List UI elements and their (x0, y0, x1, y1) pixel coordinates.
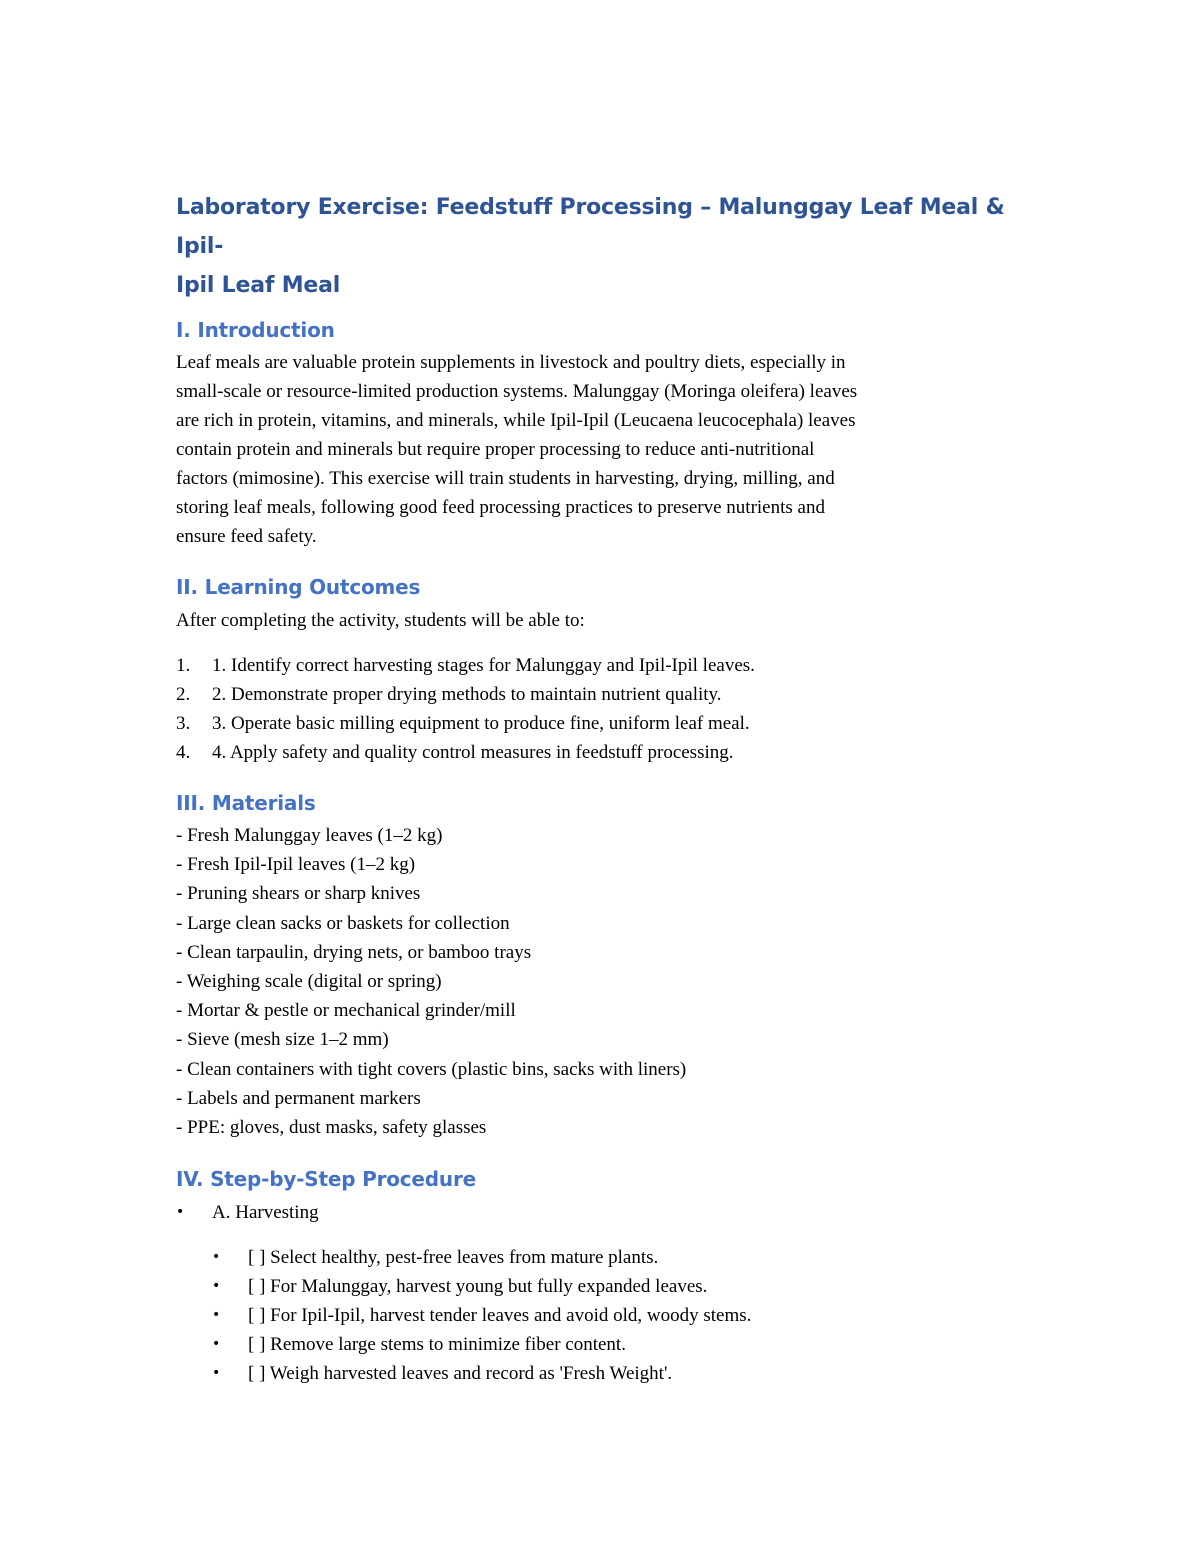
intro-line: ensure feed safety. (176, 526, 317, 547)
procedure-step (176, 1243, 1016, 1272)
learning-outcomes-heading: II. Learning Outcomes (176, 575, 421, 599)
intro-line: storing leaf meals, following good feed processing practices to preserve nutrients and (176, 497, 825, 518)
outcomes-lead: After completing the activity, students will be able to: (176, 610, 585, 631)
material-item: - Weighing scale (digital or spring) (176, 971, 442, 993)
material-item: - Clean containers with tight covers (plastic bins, sacks with liners) (176, 1058, 687, 1080)
procedure-section (176, 1198, 1016, 1227)
procedure-step (176, 1301, 1016, 1330)
bullet-icon: • (176, 1204, 185, 1221)
materials-heading: III. Materials (176, 791, 316, 815)
material-item: - PPE: gloves, dust masks, safety glasses (176, 1117, 487, 1139)
procedure-step-text: [ ] For Malunggay, harvest young but fully expanded leaves. (248, 1276, 708, 1298)
procedure-step (176, 1359, 1016, 1388)
list-item (176, 651, 1016, 680)
material-item: - Mortar & pestle or mechanical grinder/mill (176, 1000, 516, 1022)
bullet-icon: • (212, 1307, 221, 1324)
document-page (176, 188, 1016, 1388)
procedure-section-label: A. Harvesting (212, 1202, 319, 1224)
list-number: 2. (176, 684, 191, 705)
list-item (176, 680, 1016, 709)
bullet-icon: • (212, 1278, 221, 1295)
list-number: 3. (176, 713, 191, 734)
material-item: - Labels and permanent markers (176, 1087, 421, 1109)
material-item: - Clean tarpaulin, drying nets, or bamboo trays (176, 941, 532, 963)
list-number: 4. (176, 742, 191, 763)
intro-line: are rich in protein, vitamins, and minerals, while Ipil-Ipil (Leucaena leucocephala) leaves (176, 410, 856, 431)
procedure-step-text: [ ] Select healthy, pest-free leaves from mature plants. (248, 1247, 659, 1269)
procedure-step-text: [ ] Weigh harvested leaves and record as 'Fresh Weight'. (248, 1363, 673, 1385)
list-number: 1. (176, 655, 191, 676)
procedure-step (176, 1330, 1016, 1359)
title-line-2: Ipil Leaf Meal (176, 273, 341, 298)
material-item: - Pruning shears or sharp knives (176, 883, 421, 905)
list-item (176, 738, 1016, 767)
bullet-icon: • (212, 1249, 221, 1266)
intro-line: Leaf meals are valuable protein supplements in livestock and poultry diets, especially in (176, 352, 846, 373)
learning-outcomes-list (176, 651, 1016, 767)
procedure-list (176, 1198, 1016, 1388)
materials-list (176, 821, 1016, 1142)
list-item (176, 709, 1016, 738)
material-item: - Fresh Ipil-Ipil leaves (1–2 kg) (176, 854, 416, 876)
material-item: - Sieve (mesh size 1–2 mm) (176, 1029, 389, 1051)
procedure-step-text: [ ] Remove large stems to minimize fiber content. (248, 1334, 626, 1356)
list-item-text: 1. Identify correct harvesting stages for Malunggay and Ipil-Ipil leaves. (212, 655, 755, 676)
intro-line: factors (mimosine). This exercise will train students in harvesting, drying, milling, and (176, 468, 835, 489)
procedure-heading: IV. Step-by-Step Procedure (176, 1167, 476, 1192)
material-item: - Large clean sacks or baskets for collection (176, 912, 510, 934)
procedure-step-text: [ ] For Ipil-Ipil, harvest tender leaves and avoid old, woody stems. (248, 1305, 752, 1327)
title-line-1: Laboratory Exercise: Feedstuff Processing – Malunggay Leaf Meal & Ipil- (176, 195, 1005, 259)
list-item-text: 2. Demonstrate proper drying methods to maintain nutrient quality. (212, 684, 722, 705)
intro-line: contain protein and minerals but require proper processing to reduce anti-nutritional (176, 439, 815, 460)
introduction-heading: I. Introduction (176, 318, 335, 342)
introduction-paragraph (176, 348, 1016, 551)
intro-line: small-scale or resource-limited production systems. Malunggay (Moringa oleifera) leaves (176, 381, 858, 402)
procedure-step (176, 1272, 1016, 1301)
list-item-text: 3. Operate basic milling equipment to produce fine, uniform leaf meal. (212, 713, 750, 734)
bullet-icon: • (212, 1365, 221, 1382)
bullet-icon: • (212, 1336, 221, 1353)
document-title (176, 188, 1016, 305)
material-item: - Fresh Malunggay leaves (1–2 kg) (176, 825, 443, 846)
list-item-text: 4. Apply safety and quality control measures in feedstuff processing. (212, 742, 734, 763)
